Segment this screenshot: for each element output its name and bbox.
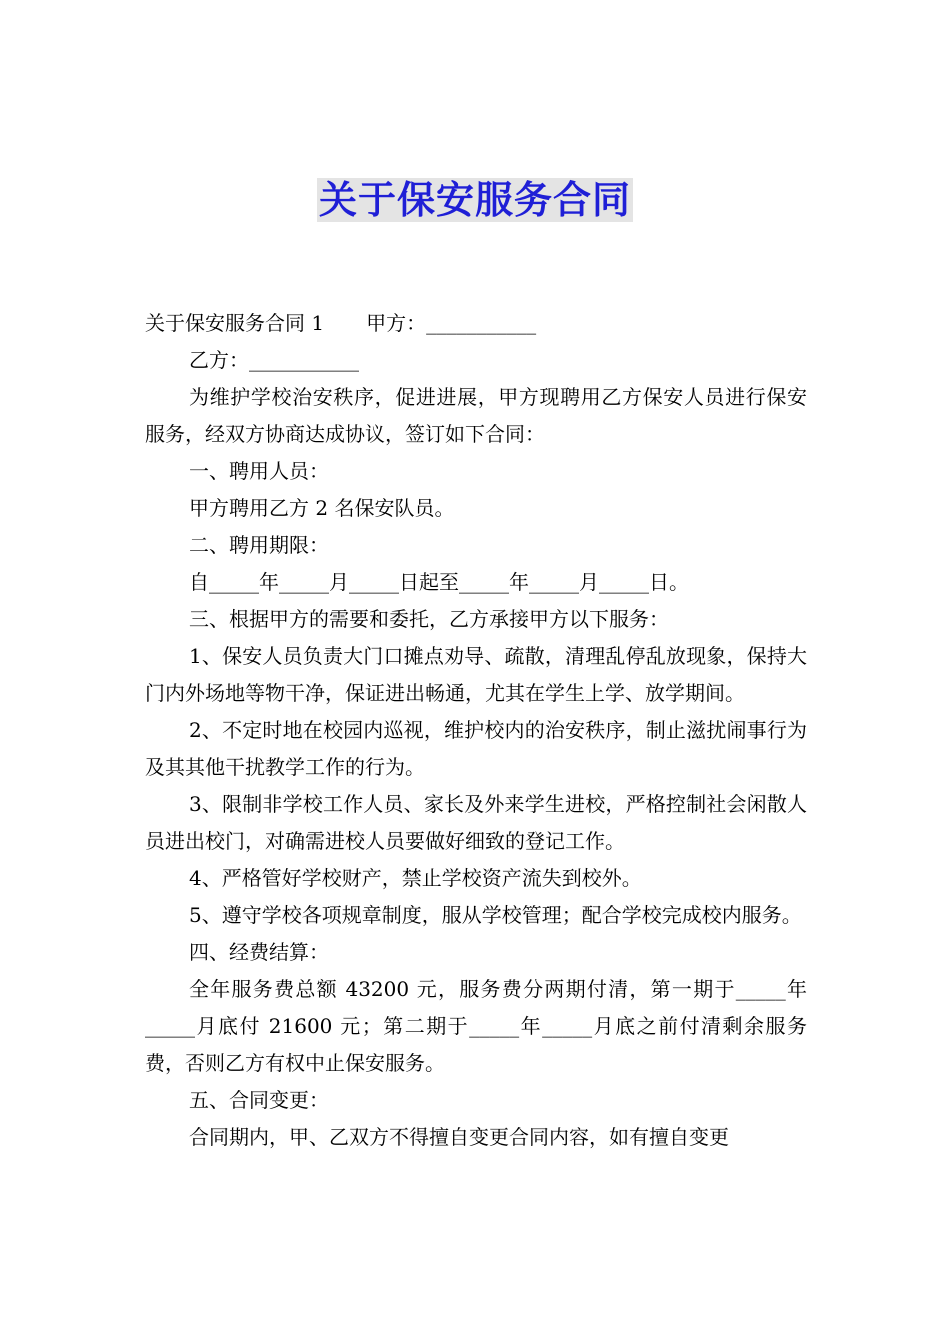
paragraph: 甲方聘用乙方 2 名保安队员。 <box>189 496 455 520</box>
document-title: 关于保安服务合同 <box>318 178 631 222</box>
list-item: 4、严格管好学校财产，禁止学校资产流失到校外。 <box>189 866 642 890</box>
list-item: 2、不定时地在校园内巡视，维护校内的治安秩序，制止滋扰闹事行为及其其他干扰教学工作的行为。 <box>145 718 807 779</box>
paragraph: 自_____年_____月_____日起至_____年_____月_____日。 <box>189 570 689 594</box>
section-heading: 四、经费结算： <box>189 940 329 964</box>
document-body <box>145 305 807 1156</box>
party-a-line: 甲方：___________ <box>366 311 537 335</box>
title-container <box>0 178 950 222</box>
list-item: 3、限制非学校工作人员、家长及外来学生进校，严格控制社会闲散人员进出校门，对确需进校人员要做好细致的登记工作。 <box>145 792 807 853</box>
paragraph: 全年服务费总额 43200 元，服务费分两期付清，第一期于_____年_____月底付 21600 元；第二期于_____年_____月底之前付清剩余服务费，否则乙方有权中止保安服务。 <box>145 977 807 1075</box>
paragraph: 为维护学校治安秩序，促进进展，甲方现聘用乙方保安人员进行保安服务，经双方协商达成协议，签订如下合同： <box>145 385 807 446</box>
list-item: 1、保安人员负责大门口摊点劝导、疏散，清理乱停乱放现象，保持大门内外场地等物干净，保证进出畅通，尤其在学生上学、放学期间。 <box>145 644 807 705</box>
section-heading: 一、聘用人员： <box>189 459 329 483</box>
section-heading: 二、聘用期限： <box>189 533 329 557</box>
first-line <box>145 305 807 342</box>
list-item: 5、遵守学校各项规章制度，服从学校管理；配合学校完成校内服务。 <box>189 903 802 927</box>
section-heading: 三、根据甲方的需要和委托，乙方承接甲方以下服务： <box>189 607 669 631</box>
section-heading: 五、合同变更： <box>189 1088 329 1112</box>
paragraph: 合同期内，甲、乙双方不得擅自变更合同内容，如有擅自变更 <box>189 1125 729 1149</box>
paragraph: 乙方：___________ <box>189 348 359 372</box>
contract-heading: 关于保安服务合同 1 <box>145 311 325 335</box>
